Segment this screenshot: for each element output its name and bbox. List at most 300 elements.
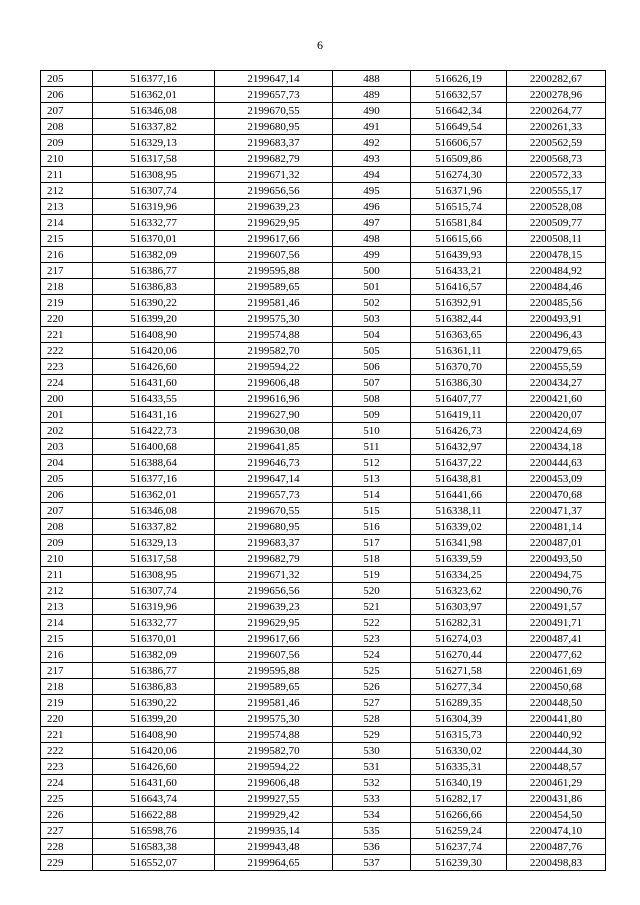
x-coordinate-cell: 516319,96 — [93, 199, 215, 215]
x-coordinate-cell: 516438,81 — [411, 471, 507, 487]
point-number-cell: 205 — [41, 471, 93, 487]
x-coordinate-cell: 516390,22 — [93, 695, 215, 711]
table-row — [41, 71, 606, 87]
y-coordinate-cell: 2199617,66 — [215, 631, 333, 647]
table-row — [41, 231, 606, 247]
table-row — [41, 103, 606, 119]
point-number-cell: 223 — [41, 759, 93, 775]
point-number-cell: 504 — [333, 327, 411, 343]
x-coordinate-cell: 516422,73 — [93, 423, 215, 439]
x-coordinate-cell: 516441,66 — [411, 487, 507, 503]
x-coordinate-cell: 516426,73 — [411, 423, 507, 439]
y-coordinate-cell: 2200441,80 — [507, 711, 606, 727]
table-row — [41, 167, 606, 183]
table-row — [41, 311, 606, 327]
table-row — [41, 391, 606, 407]
x-coordinate-cell: 516274,03 — [411, 631, 507, 647]
table-row — [41, 791, 606, 807]
x-coordinate-cell: 516317,58 — [93, 151, 215, 167]
point-number-cell: 229 — [41, 855, 93, 871]
point-number-cell: 493 — [333, 151, 411, 167]
x-coordinate-cell: 516270,44 — [411, 647, 507, 663]
x-coordinate-cell: 516615,66 — [411, 231, 507, 247]
point-number-cell: 217 — [41, 663, 93, 679]
table-row — [41, 183, 606, 199]
x-coordinate-cell: 516259,24 — [411, 823, 507, 839]
y-coordinate-cell: 2200508,11 — [507, 231, 606, 247]
point-number-cell: 534 — [333, 807, 411, 823]
y-coordinate-cell: 2199595,88 — [215, 263, 333, 279]
x-coordinate-cell: 516399,20 — [93, 311, 215, 327]
point-number-cell: 211 — [41, 567, 93, 583]
point-number-cell: 510 — [333, 423, 411, 439]
y-coordinate-cell: 2200420,07 — [507, 407, 606, 423]
y-coordinate-cell: 2200485,56 — [507, 295, 606, 311]
point-number-cell: 522 — [333, 615, 411, 631]
point-number-cell: 516 — [333, 519, 411, 535]
x-coordinate-cell: 516307,74 — [93, 583, 215, 599]
table-row — [41, 407, 606, 423]
y-coordinate-cell: 2199607,56 — [215, 247, 333, 263]
x-coordinate-cell: 516509,86 — [411, 151, 507, 167]
y-coordinate-cell: 2200454,50 — [507, 807, 606, 823]
y-coordinate-cell: 2199629,95 — [215, 615, 333, 631]
point-number-cell: 209 — [41, 135, 93, 151]
y-coordinate-cell: 2199646,73 — [215, 455, 333, 471]
table-row — [41, 599, 606, 615]
y-coordinate-cell: 2200479,65 — [507, 343, 606, 359]
point-number-cell: 532 — [333, 775, 411, 791]
x-coordinate-cell: 516431,60 — [93, 375, 215, 391]
x-coordinate-cell: 516271,58 — [411, 663, 507, 679]
y-coordinate-cell: 2199627,90 — [215, 407, 333, 423]
x-coordinate-cell: 516266,66 — [411, 807, 507, 823]
y-coordinate-cell: 2200493,91 — [507, 311, 606, 327]
point-number-cell: 495 — [333, 183, 411, 199]
coordinates-table — [40, 70, 606, 871]
x-coordinate-cell: 516340,19 — [411, 775, 507, 791]
point-number-cell: 216 — [41, 247, 93, 263]
point-number-cell: 537 — [333, 855, 411, 871]
table-row — [41, 199, 606, 215]
x-coordinate-cell: 516432,97 — [411, 439, 507, 455]
x-coordinate-cell: 516339,02 — [411, 519, 507, 535]
x-coordinate-cell: 516581,84 — [411, 215, 507, 231]
table-row — [41, 711, 606, 727]
table-row — [41, 807, 606, 823]
x-coordinate-cell: 516439,93 — [411, 247, 507, 263]
x-coordinate-cell: 516386,77 — [93, 263, 215, 279]
y-coordinate-cell: 2200568,73 — [507, 151, 606, 167]
x-coordinate-cell: 516382,44 — [411, 311, 507, 327]
table-row — [41, 695, 606, 711]
table-row — [41, 839, 606, 855]
x-coordinate-cell: 516334,25 — [411, 567, 507, 583]
table-row — [41, 551, 606, 567]
table-row — [41, 119, 606, 135]
point-number-cell: 214 — [41, 615, 93, 631]
x-coordinate-cell: 516337,82 — [93, 119, 215, 135]
point-number-cell: 208 — [41, 519, 93, 535]
y-coordinate-cell: 2199574,88 — [215, 327, 333, 343]
point-number-cell: 205 — [41, 71, 93, 87]
x-coordinate-cell: 516274,30 — [411, 167, 507, 183]
x-coordinate-cell: 516419,11 — [411, 407, 507, 423]
y-coordinate-cell: 2199606,48 — [215, 775, 333, 791]
point-number-cell: 513 — [333, 471, 411, 487]
y-coordinate-cell: 2199657,73 — [215, 87, 333, 103]
y-coordinate-cell: 2199582,70 — [215, 743, 333, 759]
table-row — [41, 87, 606, 103]
point-number-cell: 201 — [41, 407, 93, 423]
y-coordinate-cell: 2200453,09 — [507, 471, 606, 487]
table-row — [41, 215, 606, 231]
x-coordinate-cell: 516426,60 — [93, 359, 215, 375]
table-row — [41, 647, 606, 663]
x-coordinate-cell: 516329,13 — [93, 535, 215, 551]
y-coordinate-cell: 2199682,79 — [215, 551, 333, 567]
table-row — [41, 439, 606, 455]
x-coordinate-cell: 516437,22 — [411, 455, 507, 471]
y-coordinate-cell: 2199581,46 — [215, 295, 333, 311]
point-number-cell: 207 — [41, 503, 93, 519]
y-coordinate-cell: 2200434,18 — [507, 439, 606, 455]
y-coordinate-cell: 2200490,76 — [507, 583, 606, 599]
point-number-cell: 501 — [333, 279, 411, 295]
x-coordinate-cell: 516382,09 — [93, 247, 215, 263]
page-number: 6 — [317, 38, 323, 52]
x-coordinate-cell: 516643,74 — [93, 791, 215, 807]
y-coordinate-cell: 2199682,79 — [215, 151, 333, 167]
x-coordinate-cell: 516303,97 — [411, 599, 507, 615]
x-coordinate-cell: 516308,95 — [93, 567, 215, 583]
point-number-cell: 533 — [333, 791, 411, 807]
y-coordinate-cell: 2200461,29 — [507, 775, 606, 791]
x-coordinate-cell: 516649,54 — [411, 119, 507, 135]
point-number-cell: 215 — [41, 231, 93, 247]
point-number-cell: 217 — [41, 263, 93, 279]
point-number-cell: 225 — [41, 791, 93, 807]
y-coordinate-cell: 2200484,92 — [507, 263, 606, 279]
table-row — [41, 823, 606, 839]
y-coordinate-cell: 2199594,22 — [215, 759, 333, 775]
y-coordinate-cell: 2200477,62 — [507, 647, 606, 663]
y-coordinate-cell: 2199935,14 — [215, 823, 333, 839]
x-coordinate-cell: 516307,74 — [93, 183, 215, 199]
y-coordinate-cell: 2200494,75 — [507, 567, 606, 583]
x-coordinate-cell: 516330,02 — [411, 743, 507, 759]
y-coordinate-cell: 2199647,14 — [215, 71, 333, 87]
x-coordinate-cell: 516416,57 — [411, 279, 507, 295]
x-coordinate-cell: 516335,31 — [411, 759, 507, 775]
x-coordinate-cell: 516377,16 — [93, 71, 215, 87]
y-coordinate-cell: 2199575,30 — [215, 711, 333, 727]
point-number-cell: 517 — [333, 535, 411, 551]
y-coordinate-cell: 2200455,59 — [507, 359, 606, 375]
x-coordinate-cell: 516332,77 — [93, 615, 215, 631]
point-number-cell: 498 — [333, 231, 411, 247]
table-row — [41, 679, 606, 695]
point-number-cell: 208 — [41, 119, 93, 135]
table-row — [41, 855, 606, 871]
x-coordinate-cell: 516431,16 — [93, 407, 215, 423]
point-number-cell: 210 — [41, 551, 93, 567]
x-coordinate-cell: 516386,83 — [93, 679, 215, 695]
point-number-cell: 214 — [41, 215, 93, 231]
x-coordinate-cell: 516390,22 — [93, 295, 215, 311]
y-coordinate-cell: 2199630,08 — [215, 423, 333, 439]
point-number-cell: 224 — [41, 775, 93, 791]
point-number-cell: 511 — [333, 439, 411, 455]
point-number-cell: 204 — [41, 455, 93, 471]
point-number-cell: 503 — [333, 311, 411, 327]
point-number-cell: 488 — [333, 71, 411, 87]
point-number-cell: 491 — [333, 119, 411, 135]
x-coordinate-cell: 516338,11 — [411, 503, 507, 519]
y-coordinate-cell: 2199595,88 — [215, 663, 333, 679]
point-number-cell: 521 — [333, 599, 411, 615]
point-number-cell: 492 — [333, 135, 411, 151]
x-coordinate-cell: 516289,35 — [411, 695, 507, 711]
y-coordinate-cell: 2200421,60 — [507, 391, 606, 407]
point-number-cell: 203 — [41, 439, 93, 455]
point-number-cell: 224 — [41, 375, 93, 391]
y-coordinate-cell: 2200481,14 — [507, 519, 606, 535]
x-coordinate-cell: 516626,19 — [411, 71, 507, 87]
y-coordinate-cell: 2199582,70 — [215, 343, 333, 359]
y-coordinate-cell: 2199670,55 — [215, 103, 333, 119]
y-coordinate-cell: 2200282,67 — [507, 71, 606, 87]
y-coordinate-cell: 2199639,23 — [215, 599, 333, 615]
x-coordinate-cell: 516308,95 — [93, 167, 215, 183]
point-number-cell: 220 — [41, 711, 93, 727]
y-coordinate-cell: 2199683,37 — [215, 535, 333, 551]
y-coordinate-cell: 2199656,56 — [215, 183, 333, 199]
x-coordinate-cell: 516552,07 — [93, 855, 215, 871]
y-coordinate-cell: 2200261,33 — [507, 119, 606, 135]
point-number-cell: 496 — [333, 199, 411, 215]
y-coordinate-cell: 2200264,77 — [507, 103, 606, 119]
y-coordinate-cell: 2199943,48 — [215, 839, 333, 855]
y-coordinate-cell: 2200424,69 — [507, 423, 606, 439]
x-coordinate-cell: 516392,91 — [411, 295, 507, 311]
y-coordinate-cell: 2199641,85 — [215, 439, 333, 455]
x-coordinate-cell: 516420,06 — [93, 343, 215, 359]
point-number-cell: 212 — [41, 183, 93, 199]
x-coordinate-cell: 516362,01 — [93, 487, 215, 503]
point-number-cell: 518 — [333, 551, 411, 567]
x-coordinate-cell: 516420,06 — [93, 743, 215, 759]
table-row — [41, 615, 606, 631]
point-number-cell: 526 — [333, 679, 411, 695]
x-coordinate-cell: 516339,59 — [411, 551, 507, 567]
table-row — [41, 247, 606, 263]
x-coordinate-cell: 516399,20 — [93, 711, 215, 727]
x-coordinate-cell: 516583,38 — [93, 839, 215, 855]
x-coordinate-cell: 516319,96 — [93, 599, 215, 615]
x-coordinate-cell: 516408,90 — [93, 327, 215, 343]
y-coordinate-cell: 2200572,33 — [507, 167, 606, 183]
point-number-cell: 219 — [41, 295, 93, 311]
x-coordinate-cell: 516341,98 — [411, 535, 507, 551]
point-number-cell: 221 — [41, 327, 93, 343]
y-coordinate-cell: 2199616,96 — [215, 391, 333, 407]
y-coordinate-cell: 2200491,71 — [507, 615, 606, 631]
point-number-cell: 210 — [41, 151, 93, 167]
table-row — [41, 471, 606, 487]
point-number-cell: 528 — [333, 711, 411, 727]
point-number-cell: 512 — [333, 455, 411, 471]
y-coordinate-cell: 2200487,76 — [507, 839, 606, 855]
point-number-cell: 218 — [41, 679, 93, 695]
table-row — [41, 727, 606, 743]
table-row — [41, 631, 606, 647]
point-number-cell: 529 — [333, 727, 411, 743]
y-coordinate-cell: 2199594,22 — [215, 359, 333, 375]
y-coordinate-cell: 2200528,08 — [507, 199, 606, 215]
y-coordinate-cell: 2200478,15 — [507, 247, 606, 263]
coordinates-table-body — [41, 71, 606, 871]
x-coordinate-cell: 516315,73 — [411, 727, 507, 743]
point-number-cell: 505 — [333, 343, 411, 359]
y-coordinate-cell: 2199671,32 — [215, 167, 333, 183]
table-row — [41, 487, 606, 503]
table-row — [41, 775, 606, 791]
y-coordinate-cell: 2200487,01 — [507, 535, 606, 551]
table-row — [41, 759, 606, 775]
x-coordinate-cell: 516433,21 — [411, 263, 507, 279]
point-number-cell: 490 — [333, 103, 411, 119]
point-number-cell: 213 — [41, 599, 93, 615]
x-coordinate-cell: 516408,90 — [93, 727, 215, 743]
x-coordinate-cell: 516361,11 — [411, 343, 507, 359]
x-coordinate-cell: 516370,01 — [93, 631, 215, 647]
y-coordinate-cell: 2199964,65 — [215, 855, 333, 871]
point-number-cell: 223 — [41, 359, 93, 375]
x-coordinate-cell: 516642,34 — [411, 103, 507, 119]
point-number-cell: 530 — [333, 743, 411, 759]
y-coordinate-cell: 2199657,73 — [215, 487, 333, 503]
point-number-cell: 207 — [41, 103, 93, 119]
y-coordinate-cell: 2200484,46 — [507, 279, 606, 295]
x-coordinate-cell: 516386,77 — [93, 663, 215, 679]
y-coordinate-cell: 2200444,63 — [507, 455, 606, 471]
x-coordinate-cell: 516371,96 — [411, 183, 507, 199]
y-coordinate-cell: 2200470,68 — [507, 487, 606, 503]
table-row — [41, 743, 606, 759]
y-coordinate-cell: 2200509,77 — [507, 215, 606, 231]
point-number-cell: 535 — [333, 823, 411, 839]
x-coordinate-cell: 516386,30 — [411, 375, 507, 391]
table-row — [41, 567, 606, 583]
x-coordinate-cell: 516606,57 — [411, 135, 507, 151]
y-coordinate-cell: 2200498,83 — [507, 855, 606, 871]
table-row — [41, 455, 606, 471]
y-coordinate-cell: 2200555,17 — [507, 183, 606, 199]
y-coordinate-cell: 2200471,37 — [507, 503, 606, 519]
y-coordinate-cell: 2199680,95 — [215, 519, 333, 535]
point-number-cell: 523 — [333, 631, 411, 647]
y-coordinate-cell: 2199575,30 — [215, 311, 333, 327]
x-coordinate-cell: 516337,82 — [93, 519, 215, 535]
y-coordinate-cell: 2199683,37 — [215, 135, 333, 151]
x-coordinate-cell: 516329,13 — [93, 135, 215, 151]
point-number-cell: 222 — [41, 343, 93, 359]
table-row — [41, 375, 606, 391]
point-number-cell: 222 — [41, 743, 93, 759]
y-coordinate-cell: 2199607,56 — [215, 647, 333, 663]
x-coordinate-cell: 516433,55 — [93, 391, 215, 407]
table-row — [41, 503, 606, 519]
point-number-cell: 515 — [333, 503, 411, 519]
point-number-cell: 219 — [41, 695, 93, 711]
point-number-cell: 506 — [333, 359, 411, 375]
y-coordinate-cell: 2199927,55 — [215, 791, 333, 807]
y-coordinate-cell: 2199656,56 — [215, 583, 333, 599]
y-coordinate-cell: 2199574,88 — [215, 727, 333, 743]
point-number-cell: 527 — [333, 695, 411, 711]
point-number-cell: 525 — [333, 663, 411, 679]
y-coordinate-cell: 2200434,27 — [507, 375, 606, 391]
y-coordinate-cell: 2199606,48 — [215, 375, 333, 391]
x-coordinate-cell: 516362,01 — [93, 87, 215, 103]
table-row — [41, 583, 606, 599]
x-coordinate-cell: 516426,60 — [93, 759, 215, 775]
x-coordinate-cell: 516332,77 — [93, 215, 215, 231]
table-row — [41, 663, 606, 679]
point-number-cell: 508 — [333, 391, 411, 407]
point-number-cell: 531 — [333, 759, 411, 775]
point-number-cell: 524 — [333, 647, 411, 663]
x-coordinate-cell: 516370,70 — [411, 359, 507, 375]
y-coordinate-cell: 2199617,66 — [215, 231, 333, 247]
x-coordinate-cell: 516400,68 — [93, 439, 215, 455]
y-coordinate-cell: 2200461,69 — [507, 663, 606, 679]
x-coordinate-cell: 516632,57 — [411, 87, 507, 103]
x-coordinate-cell: 516431,60 — [93, 775, 215, 791]
point-number-cell: 209 — [41, 535, 93, 551]
x-coordinate-cell: 516237,74 — [411, 839, 507, 855]
table-row — [41, 279, 606, 295]
x-coordinate-cell: 516388,64 — [93, 455, 215, 471]
point-number-cell: 206 — [41, 87, 93, 103]
y-coordinate-cell: 2200448,50 — [507, 695, 606, 711]
point-number-cell: 211 — [41, 167, 93, 183]
table-row — [41, 263, 606, 279]
table-row — [41, 343, 606, 359]
x-coordinate-cell: 516598,76 — [93, 823, 215, 839]
point-number-cell: 221 — [41, 727, 93, 743]
point-number-cell: 206 — [41, 487, 93, 503]
y-coordinate-cell: 2199629,95 — [215, 215, 333, 231]
x-coordinate-cell: 516317,58 — [93, 551, 215, 567]
y-coordinate-cell: 2200440,92 — [507, 727, 606, 743]
point-number-cell: 218 — [41, 279, 93, 295]
point-number-cell: 489 — [333, 87, 411, 103]
point-number-cell: 519 — [333, 567, 411, 583]
y-coordinate-cell: 2199929,42 — [215, 807, 333, 823]
table-row — [41, 327, 606, 343]
x-coordinate-cell: 516282,31 — [411, 615, 507, 631]
y-coordinate-cell: 2200444,30 — [507, 743, 606, 759]
x-coordinate-cell: 516622,88 — [93, 807, 215, 823]
point-number-cell: 227 — [41, 823, 93, 839]
y-coordinate-cell: 2200431,86 — [507, 791, 606, 807]
y-coordinate-cell: 2200493,50 — [507, 551, 606, 567]
y-coordinate-cell: 2199670,55 — [215, 503, 333, 519]
x-coordinate-cell: 516377,16 — [93, 471, 215, 487]
point-number-cell: 514 — [333, 487, 411, 503]
